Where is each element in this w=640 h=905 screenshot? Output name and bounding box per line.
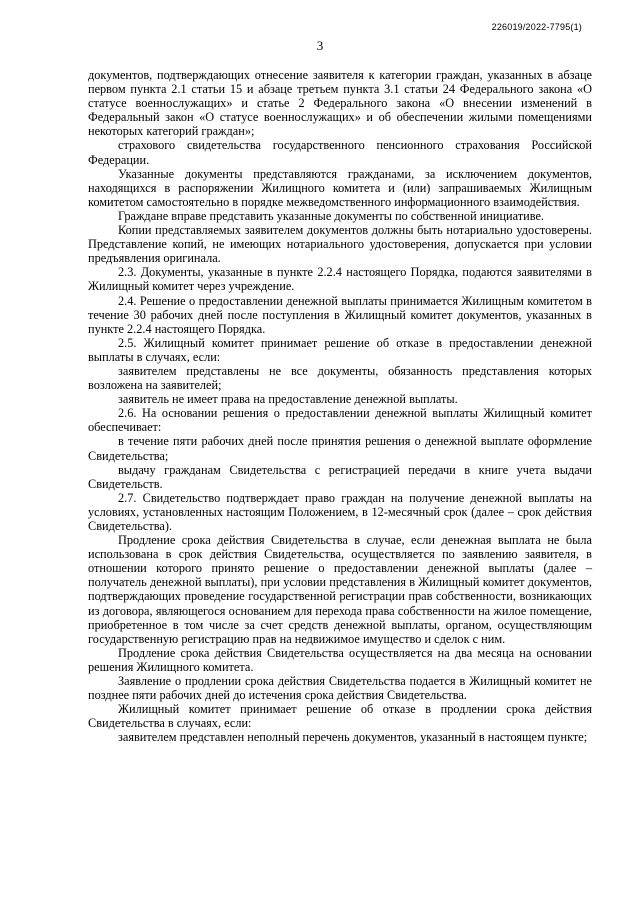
paragraph: 2.7. Свидетельство подтверждает право граждан на получение денежной выплаты на условиях, установленных настоящим Положением, в 12-месячный срок (далее – срок действия Свидетельства). xyxy=(88,490,592,533)
paragraph: Заявление о продлении срока действия Свидетельства подается в Жилищный комитет не позднее пяти рабочих дней до истечения срока действия Свидетельства. xyxy=(88,674,592,703)
page-number: 3 xyxy=(316,38,324,53)
paragraph: 2.6. На основании решения о предоставлении денежной выплаты Жилищный комитет обеспечивает: xyxy=(88,406,592,435)
paragraph: 2.5. Жилищный комитет принимает решение об отказе в предоставлении денежной выплаты в случаях, если: xyxy=(88,335,592,364)
paragraph: Граждане вправе представить указанные документы по собственной инициативе. xyxy=(118,208,544,223)
paragraph: страхового свидетельства государственного пенсионного страхования Российской Федерации. xyxy=(88,138,592,167)
paragraph: заявителем представлен неполный перечень документов, указанный в настоящем пункте; xyxy=(118,730,588,745)
paragraph: Жилищный комитет принимает решение об отказе в продлении срока действия Свидетельства в случаях, если: xyxy=(88,702,592,731)
document-id: 226019/2022-7795(1) xyxy=(491,22,582,32)
paragraph: 2.4. Решение о предоставлении денежной выплаты принимается Жилищным комитетом в течение 30 рабочих дней после поступления в Жилищный комитет документов, указанных в пункте 2.2.4 настоящего Порядка. xyxy=(88,293,592,336)
document-body xyxy=(88,68,592,745)
paragraph: заявителем представлены не все документы, обязанность представления которых возложена на заявителей; xyxy=(88,363,592,393)
paragraph: документов, подтверждающих отнесение заявителя к категории граждан, указанных в абзаце первом пункта 2.1 статьи 15 и абзаце третьем пункта 3.1 статьи 24 Федерального закона «О статусе военнослужащих» и статье 2 Федерального закона «О внесении изменений в Федеральный закон «О статусе военнослужащих» и об обеспечении жилыми помещениями некоторых категорий граждан»; xyxy=(88,68,592,139)
paragraph: 2.3. Документы, указанные в пункте 2.2.4 настоящего Порядка, подаются заявителями в Жилищный комитет через учреждение. xyxy=(88,265,592,294)
paragraph: Продление срока действия Свидетельства в случае, если денежная выплата не была использована в срок действия Свидетельства, осуществляется по заявлению заявителя, в отношении которого принято решение о предоставлении денежной выплаты (далее – получатель денежной выплаты), при условии представления в Жилищный комитет документов, подтверждающих проведение государственной регистрации прав собственности, возникающих из договора, являющегося основанием для перехода права собственности на жилое помещение, приобретенное в том числе за счет средств денежной выплаты, органом, осуществляющим государственную регистрацию прав на недвижимое имущество и сделок с ним. xyxy=(88,533,592,646)
paragraph: заявитель не имеет права на предоставление денежной выплаты. xyxy=(118,392,458,407)
paragraph: в течение пяти рабочих дней после принятия решения о денежной выплате оформление Свидетельства; xyxy=(88,434,592,463)
paragraph: выдачу гражданам Свидетельства с регистрацией передачи в книге учета выдачи Свидетельств. xyxy=(88,462,592,491)
paragraph: Продление срока действия Свидетельства осуществляется на два месяца на основании решения Жилищного комитета. xyxy=(88,645,592,674)
paragraph: Указанные документы представляются гражданами, за исключением документов, находящихся в распоряжении Жилищного комитета и (или) запрашиваемых Жилищным комитетом самостоятельно в порядке межведомственного информационного взаимодействия. xyxy=(88,166,592,209)
paragraph: Копии представляемых заявителем документов должны быть нотариально удостоверены. Представление копий, не имеющих нотариального удостоверения, допускается при условии предъявления оригинала. xyxy=(88,223,592,266)
